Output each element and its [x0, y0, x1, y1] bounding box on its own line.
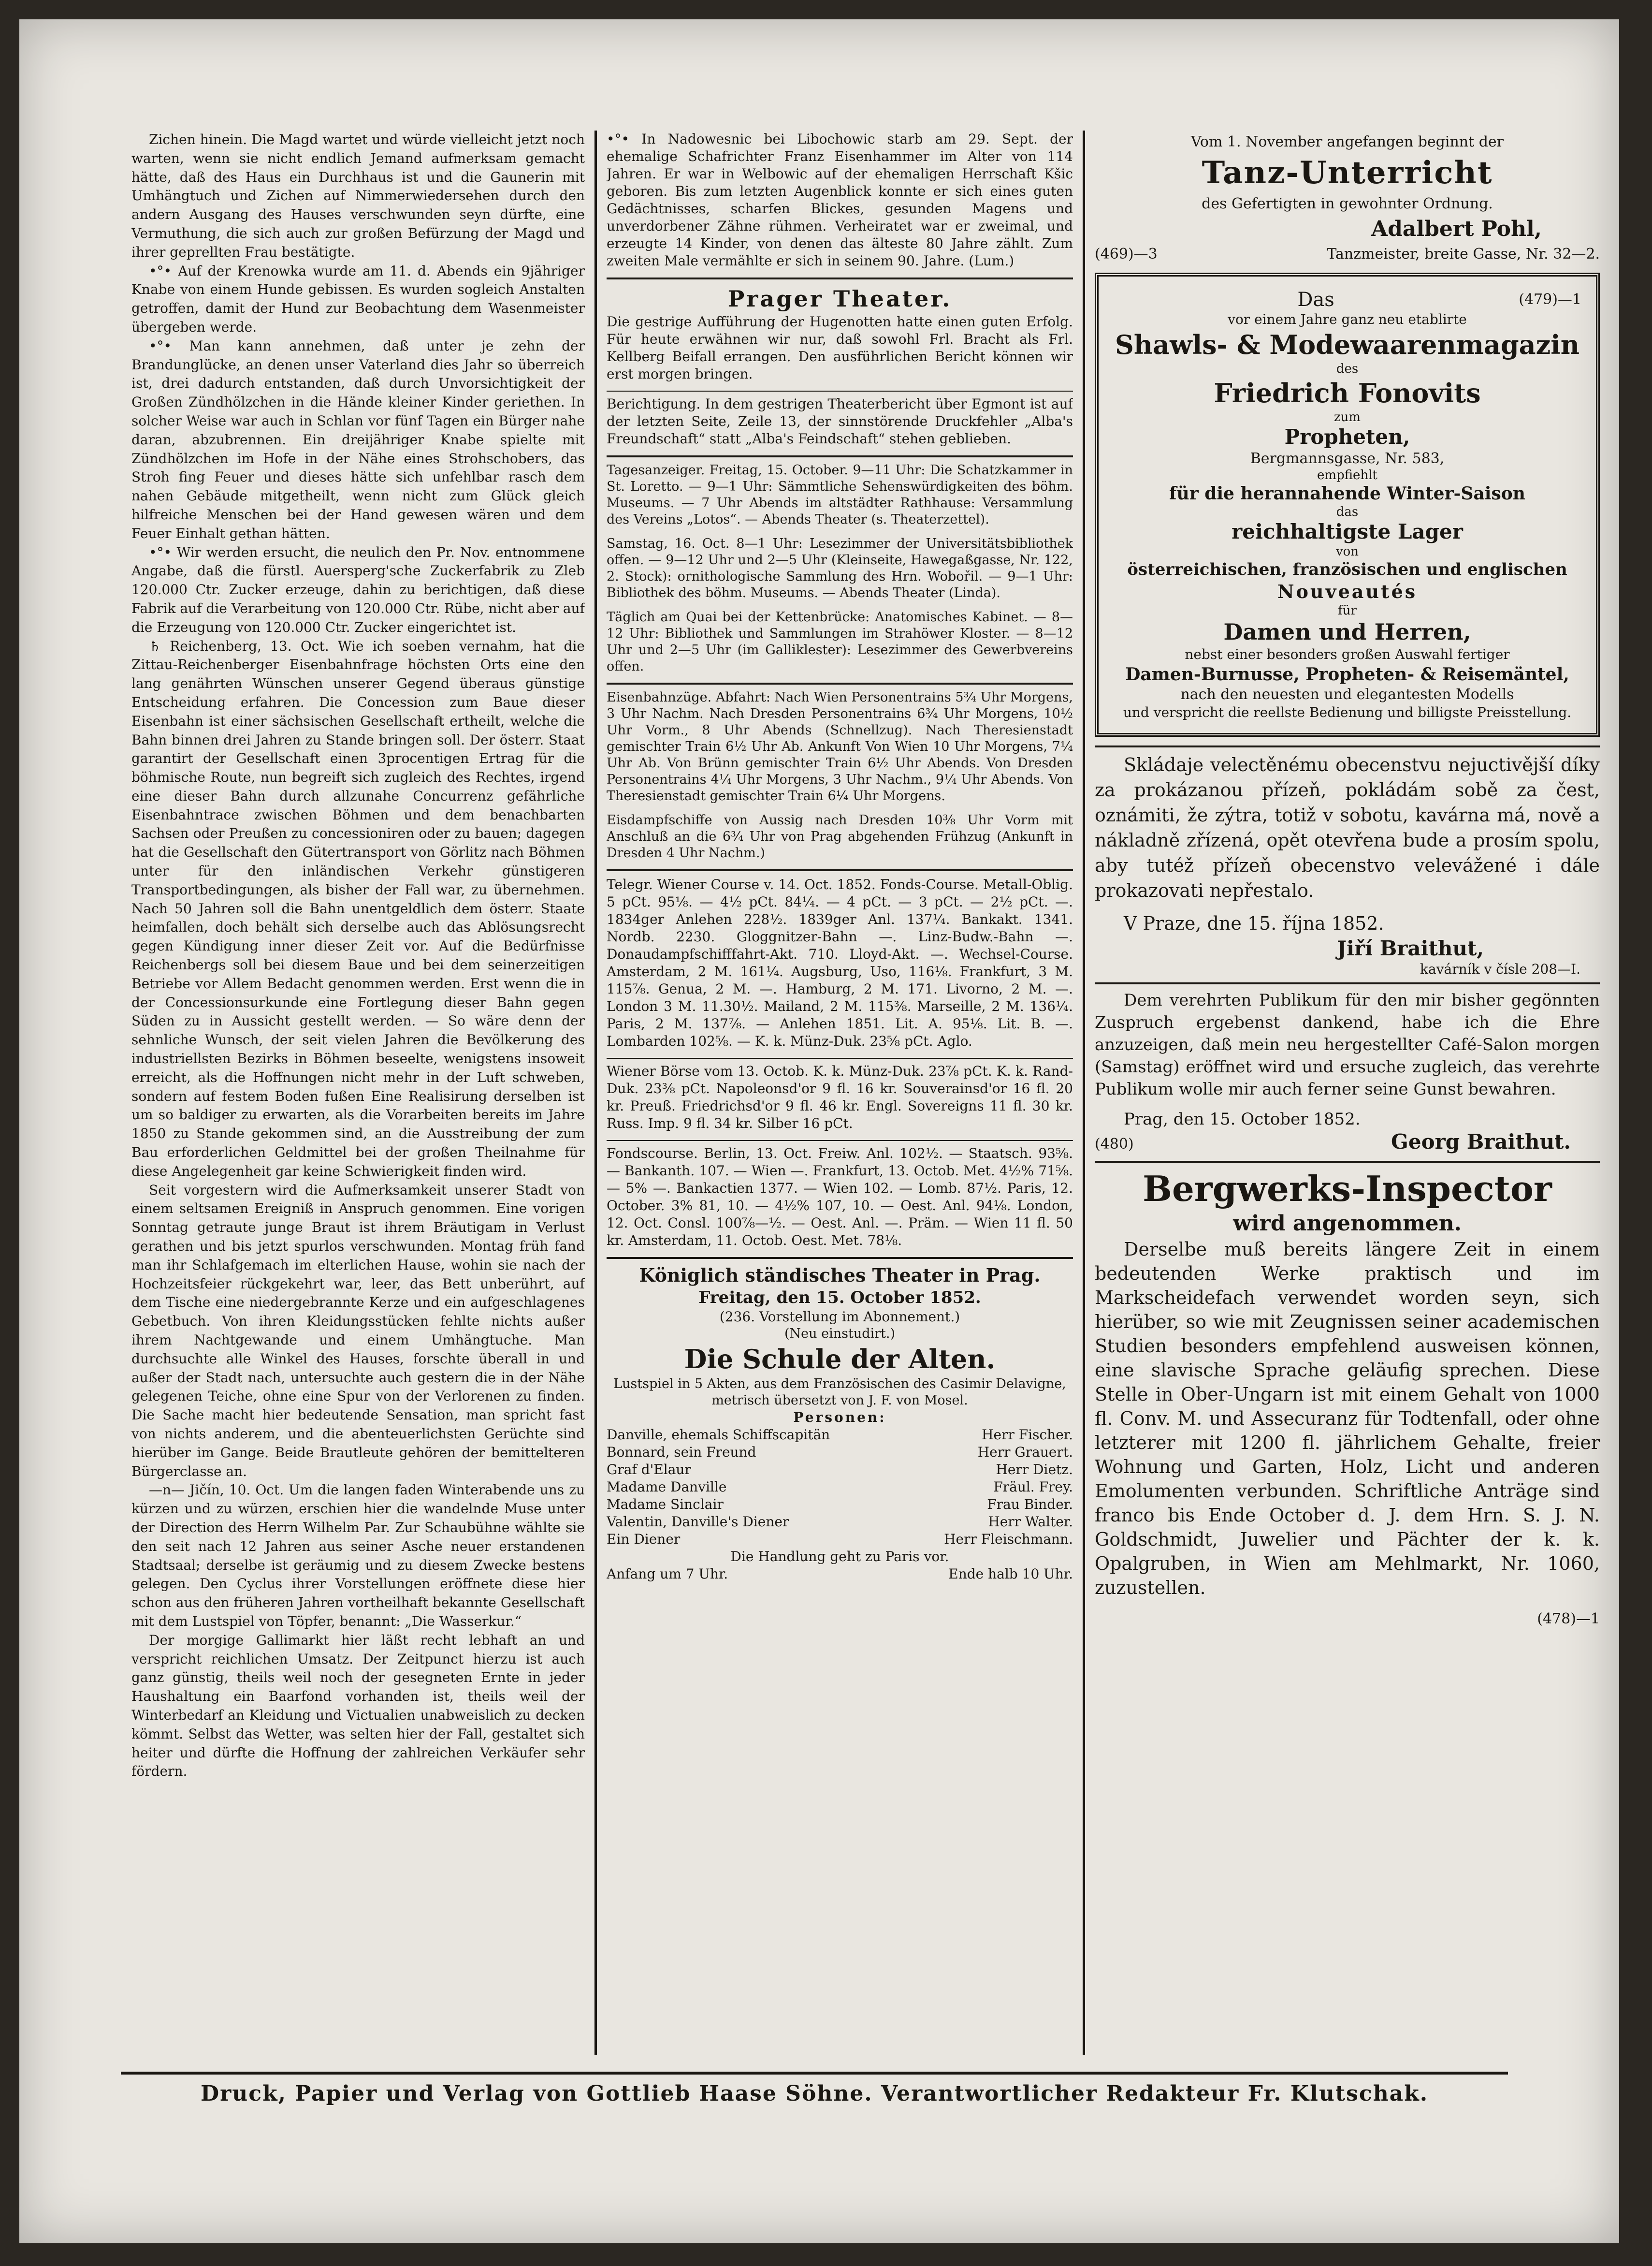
- ad-shawls-das: Das: [1297, 289, 1334, 311]
- notice-eisenhammer: •°• In Nadowesnic bei Libochowic starb am 29. Sept. der ehemalige Schafrichter Franz Eisenhammer im Alter von 114 Jahren. Er war in Welbowic auf der ehemaligen Herrschaft Kšic geboren. Bis zum letzten Augenblick konnte er sich eines guten Gedächtnisses, scharfen Blickes, gesunden Magens und unverdorbener Zähne rühmen. Verheiratet war er zweimal, und erzeugte 14 Kinder, von denen das älteste 80 Jahre zählt. Zum zweiten Male vermählte er sich in seinem 90. Jahre. (Lum.): [607, 131, 1073, 269]
- cast-role: Bonnard, sein Freund: [607, 1444, 756, 1460]
- cast-actor: Herr Grauert.: [977, 1444, 1073, 1460]
- playbill-start: Anfang um 7 Uhr.: [607, 1566, 728, 1582]
- ad-shawls-line: Nouveautés: [1277, 581, 1418, 602]
- article-paragraph: •°• Man kann annehmen, daß unter je zehn der Brandunglücke, an denen unser Vaterland dies Jahr so überreich ist, drei dadurch entstanden, daß durch Unvorsichtigkeit der Großen Zündhölzchen in die Hände kleiner Kinder geriethen. In solcher Weise war auch in Schlan vor fünf Tagen ein Bürger nahe daran, abzubrennen. Ein dreijähriger Knabe spielte mit Zündhölzchen im Hofe in der Nähe eines Strohschobers, das Stroh fing Feuer und dieses hätte sich unfehlbar rasch dem nahen Gebäude mitgetheilt, wenn nicht zum Glück gleich hilfreiche Menschen bei der Hand gewesen wären und dem Feuer Einhalt gethan hätten.: [131, 337, 585, 541]
- playbill-end: Ende halb 10 Uhr.: [948, 1566, 1073, 1582]
- divider: [607, 391, 1073, 392]
- article-paragraph: Der morgige Gallimarkt hier läßt recht lebhaft an und verspricht reichlichen Umsatz. Der Zeitpunct hierzu ist auch ganz günstig, theils weil noch der gesegneten Ernte in jeder Haushaltung ein Baarfond vorhanden ist, theils weil der Winterbedarf an Kleidung und Victualien unabweislich zu decken kömmt. Selbst das Wetter, was selten hier der Fall, gestaltet sich heiter und dürfte die Hoffnung der zahlreichen Verkäufer sehr fördern.: [131, 1632, 585, 1780]
- ad-german-name: Georg Braithut.: [1391, 1130, 1571, 1154]
- cast-row: [607, 1426, 1073, 1444]
- cast-row: [607, 1513, 1073, 1531]
- ad-tanz-address: Tanzmeister, breite Gasse, Nr. 32—2.: [1327, 246, 1600, 263]
- cast-actor: Fräul. Frey.: [993, 1479, 1073, 1495]
- cast-row: [607, 1478, 1073, 1496]
- ad-bergwerk-sub: wird angenommen.: [1233, 1211, 1462, 1236]
- ad-shawls-line: empfiehlt: [1317, 468, 1377, 482]
- cast-row: [607, 1531, 1073, 1548]
- tagesanzeiger-entry: Täglich am Quai bei der Kettenbrücke: Anatomisches Kabinet. — 8—12 Uhr: Bibliothek und Sammlungen im Strahöwer Kloster. — 8—12 Uhr und 2—5 Uhr (im Galliklester): Lesezimmer des Gewerbvereins offen.: [607, 610, 1073, 674]
- divider: [607, 1140, 1073, 1141]
- correction-notice: Berichtigung. In dem gestrigen Theaterbericht über Egmont ist auf der letzten Seite, Zeile 13, der sinnstörende Druckfehler „Alba's Freundschaft“ statt „Alba's Feindschaft“ stehen geblieben.: [607, 396, 1073, 447]
- ad-tanz: [1095, 131, 1600, 266]
- ad-shawls: [1095, 273, 1600, 737]
- column-theater-market: [607, 131, 1073, 2057]
- steamer-schedule: Eisdampfschiffe von Aussig nach Dresden 10⅜ Uhr Vorm mit Anschluß an die 6¾ Uhr von Prag abgehenden Frühzug (Ankunft in Dresden 4 Uhr Nachm.): [607, 813, 1073, 861]
- ad-tanz-footer: [1095, 243, 1600, 266]
- playbill: [607, 1264, 1073, 1583]
- article-paragraph: Zichen hinein. Die Magd wartet und würde vielleicht jetzt noch warten, wenn sie nicht endlich Jemand aufmerksam gemacht hätte, daß des Haus ein Durchhaus ist und die Gaunerin mit Umhängtuch und Zichen auf Nimmerwiedersehen durch den andern Ausgang des Hauses verschwunden seyn dürfte, eine Vermuthung, die sich auch zur großen Befürzung der Magd und ihrer geprellten Frau bestätigte.: [131, 132, 585, 260]
- ad-shawls-owner: Friedrich Fonovits: [1214, 378, 1481, 409]
- tagesanzeiger-entry: Samstag, 16. Oct. 8—1 Uhr: Lesezimmer der Universitätsbibliothek offen. — 9—12 Uhr und 2—5 Uhr (Kleinseite, Hawegaßgasse, Nr. 122, 2. Stock): ornithologische Sammlung des Hrn. Wobořil. — 9—1 Uhr: Bibliothek des böhm. Museums. — Abends Theater (Linda).: [607, 536, 1073, 600]
- ad-shawls-line: des: [1336, 362, 1359, 376]
- column-divider: [1083, 131, 1085, 2055]
- playbill-subtitle: Lustspiel in 5 Akten, aus dem Französischen des Casimir Delavigne, metrisch übersetzt von J. F. von Mosel.: [613, 1376, 1066, 1408]
- cast-actor: Frau Binder.: [987, 1496, 1073, 1512]
- railway-schedule: Eisenbahnzüge. Abfahrt: Nach Wien Personentrains 5¾ Uhr Morgens, 3 Uhr Nachm. Nach Dresden Personentrains 6¾ Uhr Morgens, 10½ Uhr Vorm., 8 Uhr Abends (Schnellzug). Nach Theresienstadt gemischter Train 6½ Uhr Ab. Ankunft Von Wien 10 Uhr Morgens, 7¼ Uhr Ab. Von Brünn gemischter Train 6½ Uhr Abends. Von Dresden Personentrains 4¼ Uhr Morgens, 3 Uhr Nachm., 9¼ Uhr Abends. Von Theresienstadt gemischter Train 6¼ Uhr Morgens.: [607, 690, 1073, 804]
- ad-german-cafe: [1095, 989, 1600, 1156]
- article-paragraph: Seit vorgestern wird die Aufmerksamkeit unserer Stadt von einem seltsamen Ereigniß in Anspruch genommen. Eine vorigen Sonntag getraute junge Braut ist ihrem Bräutigam in Verlust gerathen und bis jetzt spurlos verschwunden. Montag früh fand man ihr Schlafgemach im elterlichen Hause, wohin sie nach der Hochzeitsfeier rückgekehrt war, leer, das Bett unberührt, auf dem Tische eine niedergebrannte Kerze und ein aufgeschlagenes Gebetbuch. Von ihren Kleidungsstücken fehlte nichts außer ihrem Nachtgewande und einem Umhängtuche. Man durchsuchte alle Winkel des Hauses, forschte überall in und außer der Stadt nach, untersuchte auch gestern die in der Nähe gelegenen Teiche, ohne eine Spur von der Verlorenen zu finden. Die Sache macht hier bedeutende Sensation, man spricht fast von nichts anderem, und die abenteuerlichsten Gerüchte sind hierüber im Gange. Beide Brautleute gehören der bemittelteren Bürgerclasse an.: [131, 1182, 585, 1479]
- ad-czech-name: Jiří Braithut,: [1337, 936, 1484, 960]
- imprint-footer: Druck, Papier und Verlag von Gottlieb Haase Söhne. Verantwortlicher Redakteur Fr. Klutschak.: [121, 2072, 1508, 2106]
- ad-czech-text: Skládaje velectěnému obecenstvu nejuctivější díky za prokázanou přízeň, pokládám sobě za čest, oznámiti, že zýtra, totiž v sobotu, kavárna má, nově a nákladně zřízená, opět otevřena bude a prosím spolu, aby tutéž přízeň obecenstvo velevážené i dále prokazovati nepřestalo.: [1095, 754, 1600, 901]
- wiener-course: Telegr. Wiener Course v. 14. Oct. 1852. Fonds-Course. Metall-Oblig. 5 pCt. 95⅛. — 4½ pCt. 84¼. — 4 pCt. — 3 pCt. — 2½ pCt. —. 1834ger Anlehen 228½. 1839ger Anl. 137¼. Bankakt. 1341. Nordb. 2230. Gloggnitzer-Bahn —. Linz-Budw.-Bahn —. Donaudampfschifffahrt-Akt. 710. Lloyd-Akt. —. Wechsel-Course. Amsterdam, 2 M. 161¼. Augsburg, Uso, 116⅛. Frankfurt, 3 M. 115⅞. Genua, 2 M. —. Hamburg, 2 M. 171. Livorno, 2 M. —. London 3 M. 11.30½. Mailand, 2 M. 115⅜. Marseille, 2 M. 136¼. Paris, 2 M. 137⅞. — Anlehen 1851. Lit. A. 95⅛. Lit. B. —. Lombarden 102⅝. — K. k. Münz-Duk. 23⅝ pCt. Aglo.: [607, 877, 1073, 1049]
- column-advertisements: [1095, 131, 1600, 2064]
- divider: [607, 1058, 1073, 1059]
- cast-role: Madame Sinclair: [607, 1496, 724, 1512]
- divider: [607, 1257, 1073, 1259]
- ad-tanz-title: Tanz-Unterricht: [1202, 155, 1493, 191]
- playbill-performance: (236. Vorstellung im Abonnement.): [719, 1309, 960, 1325]
- cast-role: Danville, ehemals Schiffscapitän: [607, 1427, 830, 1443]
- ad-shawls-line: nebst einer besonders großen Auswahl fertiger: [1185, 646, 1510, 662]
- ad-shawls-line: und verspricht die reellste Bedienung und billigste Preisstellung.: [1123, 704, 1572, 720]
- ad-reference: (479)—1: [1519, 291, 1581, 308]
- divider: [1095, 1161, 1600, 1163]
- ad-tanz-name: Adalbert Pohl,: [1371, 217, 1542, 241]
- column-news: [131, 131, 585, 2057]
- playbill-play-title: Die Schule der Alten.: [684, 1344, 996, 1374]
- playbill-date: Freitag, den 15. October 1852.: [698, 1288, 981, 1307]
- divider: [607, 455, 1073, 457]
- playbill-new: (Neu einstudirt.): [784, 1326, 895, 1341]
- playbill-cast: [607, 1426, 1073, 1548]
- fondscourse: Fondscourse. Berlin, 13. Oct. Freiw. Anl. 102½. — Staatsch. 93⅝. — Bankanth. 107. — Wien —. Frankfurt, 13. Octob. Met. 4½% 71⅝. — 5% —. Bankactien 1377. — Wien 102. — Lomb. 87½. Paris, 12. October. 3% 81, 10. — 4½% 107, 10. — Oest. Anl. 94⅛. London, 12. Oct. Consl. 100⅞—½. — Oest. Anl. —. Präm. — Wien 11 fl. 50 kr. Amsterdam, 11. Octob. Oest. Met. 78⅛.: [607, 1145, 1073, 1248]
- newspaper-page: [19, 19, 1619, 2243]
- ad-shawls-sign: Propheten,: [1284, 425, 1410, 449]
- ad-shawls-line: Damen-Burnusse, Propheten- & Reisemäntel,: [1125, 664, 1569, 685]
- ad-shawls-line: für: [1338, 603, 1357, 618]
- ad-german-text: Dem verehrten Publikum für den mir bisher gegönnten Zuspruch ergebenst dankend, habe ich die Ehre anzuzeigen, daß mein neu hergestellter Café-Salon morgen (Samstag) eröffnet wird und ersuche zugleich, das verehrte Publikum wolle mir auch ferner seine Gunst bewahren.: [1095, 991, 1600, 1099]
- article-paragraph: —n— Jičín, 10. Oct. Um die langen faden Winterabende uns zu kürzen und zu würzen, erschien hier die wandelnde Muse unter der Direction des Herrn Wilhelm Par. Zur Schaubühne wählte sie den seit nach 12 Jahren aus seiner Asche neuer erstandenen Stadtsaal; derselbe ist geräumig und zu diesem Zwecke bestens gelegen. Den Cyclus ihrer Vorstellungen eröffnete diese hier schon aus den früheren Jahren vortheilhaft bekannte Gesellschaft mit dem Lustspiel von Töpfer, benannt: „Die Wasserkur.“: [131, 1482, 585, 1629]
- ad-czech-cafe: [1095, 752, 1600, 978]
- divider: [607, 869, 1073, 871]
- playbill-setting: Die Handlung geht zu Paris vor.: [730, 1549, 949, 1564]
- ad-shawls-address: Bergmannsgasse, Nr. 583,: [1250, 450, 1445, 467]
- article-paragraph: •°• Wir werden ersucht, die neulich den Pr. Nov. entnommene Angabe, daß die fürstl. Auersperg'sche Zuckerfabrik zu Zleb 120.000 Ctr. Zucker erzeuge, dahin zu berichtigen, daß diese Fabrik auf die Verarbeitung von 120.000 Ctr. Rübe, nicht aber auf die Erzeugung von 120.000 Ctr. Zucker eingerichtet ist.: [131, 544, 585, 635]
- ad-shawls-line: Damen und Herren,: [1223, 619, 1471, 645]
- cast-role: Ein Diener: [607, 1531, 681, 1547]
- cast-actor: Herr Fleischmann.: [944, 1531, 1073, 1547]
- ad-shawls-line: von: [1335, 544, 1359, 559]
- ad-shawls-line: zum: [1333, 410, 1361, 424]
- ad-shawls-title: Shawls- & Modewaarenmagazin: [1115, 329, 1580, 360]
- ad-bergwerk-text: Derselbe muß bereits längere Zeit in einem bedeutenden Werke praktisch und im Markscheidefach verwendet worden seyn, sich hierüber, so wie mit Zeugnissen seiner academischen Studien besonders empfehlend ausweisen können, eine slavische Sprache geläufig sprechen. Diese Stelle in Ober-Ungarn ist mit einem Gehalt von 1000 fl. Conv. M. und Assecuranz für Todtenfall, oder ohne letzterer mit 1200 fl. jährlichem Gehalte, freier Wohnung und Garten, Holz, Licht und anderen Emolumenten verbunden. Schriftliche Anträge sind franco bis Ende October d. J. dem Hrn. S. J. N. Goldschmidt, Juwelier und Pächter der k. k. Opalgruben, in Wien am Mehlmarkt, Nr. 1060, zuzustellen.: [1095, 1239, 1600, 1598]
- theater-heading: Prager Theater.: [727, 286, 952, 312]
- ad-bergwerk: [1095, 1168, 1600, 1631]
- divider: [1095, 982, 1600, 984]
- cast-row: [607, 1444, 1073, 1461]
- tagesanzeiger-entry: Tagesanzeiger. Freitag, 15. October. 9—11 Uhr: Die Schatzkammer in St. Loretto. — 9—1 Uhr: Sämmtliche Sehenswürdigkeiten des böhm. Museums. — 7 Uhr Abends im altstädter Rathhause: Versammlung des Vereins „Lotos“. — Abends Theater (s. Theaterzettel).: [607, 463, 1073, 527]
- ad-tanz-sub: des Gefertigten in gewohnter Ordnung.: [1202, 195, 1493, 212]
- theater-report: Die gestrige Aufführung der Hugenotten hatte einen guten Erfolg. Für heute erwähnen wir nur, daß sowohl Frl. Bracht als Frl. Kellberg Beifall errangen. Den ausführlichen Bericht können wir erst morgen bringen.: [607, 314, 1073, 382]
- ad-shawls-line: nach den neuesten und elegantesten Modells: [1180, 686, 1514, 703]
- ad-shawls-header: [1113, 288, 1581, 311]
- wiener-boerse: Wiener Börse vom 13. Octob. K. k. Münz-Duk. 23⅞ pCt. K. k. Rand-Duk. 23⅜ pCt. Napoleonsd'or 9 fl. 16 kr. Souverainsd'or 16 fl. 20 kr. Preuß. Friedrichsd'or 9 fl. 46 kr. Engl. Sovereigns 11 fl. 30 kr. Russ. Imp. 9 fl. 34 kr. Silber 16 pCt.: [607, 1063, 1073, 1131]
- ad-german-date: Prag, den 15. October 1852.: [1124, 1110, 1361, 1129]
- ad-shawls-line: für die herannahende Winter-Saison: [1169, 483, 1525, 504]
- column-divider: [594, 131, 597, 2055]
- ad-bergwerk-title: Bergwerks-Inspector: [1143, 1168, 1552, 1209]
- ad-czech-sub: kavárník v čísle 208—I.: [1420, 961, 1580, 977]
- cast-role: Valentin, Danville's Diener: [607, 1514, 789, 1530]
- cast-role: Madame Danville: [607, 1479, 727, 1495]
- ad-shawls-line: vor einem Jahre ganz neu etablirte: [1228, 311, 1467, 327]
- ad-reference: (469)—3: [1095, 246, 1158, 263]
- cast-actor: Herr Walter.: [988, 1514, 1073, 1530]
- ad-shawls-line: reichhaltigste Lager: [1232, 520, 1463, 543]
- ad-german-signature: [1095, 1130, 1600, 1156]
- tagesanzeiger: [607, 462, 1073, 675]
- cast-actor: Herr Dietz.: [996, 1462, 1073, 1477]
- ad-reference: (478)—1: [1537, 1610, 1600, 1627]
- playbill-cast-heading: Personen:: [793, 1409, 886, 1425]
- ad-reference: (480): [1095, 1136, 1134, 1153]
- ad-shawls-line: österreichischen, französischen und englischen: [1127, 560, 1567, 579]
- cast-row: [607, 1496, 1073, 1513]
- article-paragraph: •°• Auf der Krenowka wurde am 11. d. Abends ein 9jähriger Knabe von einem Hunde gebissen. Es wurden sogleich Anstalten getroffen, damit der Hund zur Beobachtung dem Wasenmeister übergeben werde.: [131, 263, 585, 335]
- playbill-times: [607, 1565, 1073, 1583]
- article-paragraph: ♄ Reichenberg, 13. Oct. Wie ich soeben vernahm, hat die Zittau-Reichenberger Eisenbahnfrage höchsten Orts eine den lang genährten Wünschen unserer Gegend überaus günstige Entscheidung erfahren. Die Concession zum Baue dieser Eisenbahn ist einer sächsischen Gesellschaft ertheilt, welche die Bahn binnen drei Jahren zu Stande bringen soll. Der österr. Staat garantirt der Gesellschaft einen 3procentigen Ertrag für die böhmische Route, nun begreift sich zugleich des Rechtes, irgend eine dieser Bahn durch allzunahe Concurrenz gefährliche Eisenbahntrace zwischen Böhmen und dem benachbarten Sachsen oder Preußen zu concessioniren oder zu bauen; dagegen hat die Gesellschaft den Gütertransport von Görlitz nach Böhmen unter für den inländischen Verkehr günstigeren Transportbedingungen, als bisher der Fall war, zu übernehmen. Nach 50 Jahren soll die Bahn unentgeldlich dem österr. Staate heimfallen, doch behält sich derselbe auch das Ablösungsrecht gegen Kündigung inner dieser Zeit vor. Auf die Bedürfnisse Reichenbergs soll bei diesem Baue und bei dem seinerzeitigen Betriebe vor Allem Bedacht genommen werden. Erst wenn die in der Concessionsurkunde eine Fortlegung dieser Bahn gegen Süden zu in Aussicht gestellt werden. — So wäre denn der sehnliche Wunsch, der seit vielen Jahren die Bevölkerung des industriellsten Bezirks in Böhmen beseelte, wenigstens insoweit erreicht, als die Hoffnungen nicht mehr in der Luft schweben, sondern auf festem Boden fußen Eine Realisirung derselben ist um so baldiger zu erwarten, als die Vorarbeiten bereits im Jahre 1850 zu Stande gekommen sind, an die Ausstreibung der zum Bau erforderlichen Geldmittel bei der großen Theilnahme für diese Angelegenheit gar keine Schwierigkeit finden wird.: [131, 638, 585, 1179]
- cast-actor: Herr Fischer.: [982, 1427, 1073, 1443]
- divider: [1095, 746, 1600, 747]
- cast-role: Graf d'Elaur: [607, 1462, 691, 1477]
- cast-row: [607, 1461, 1073, 1478]
- playbill-title: Königlich ständisches Theater in Prag.: [639, 1264, 1041, 1286]
- divider: [607, 278, 1073, 279]
- ad-czech-date: V Praze, dne 15. října 1852.: [1124, 913, 1384, 934]
- divider: [607, 683, 1073, 685]
- ad-shawls-line: das: [1336, 505, 1359, 519]
- ad-tanz-intro: Vom 1. November angefangen beginnt der: [1191, 133, 1504, 150]
